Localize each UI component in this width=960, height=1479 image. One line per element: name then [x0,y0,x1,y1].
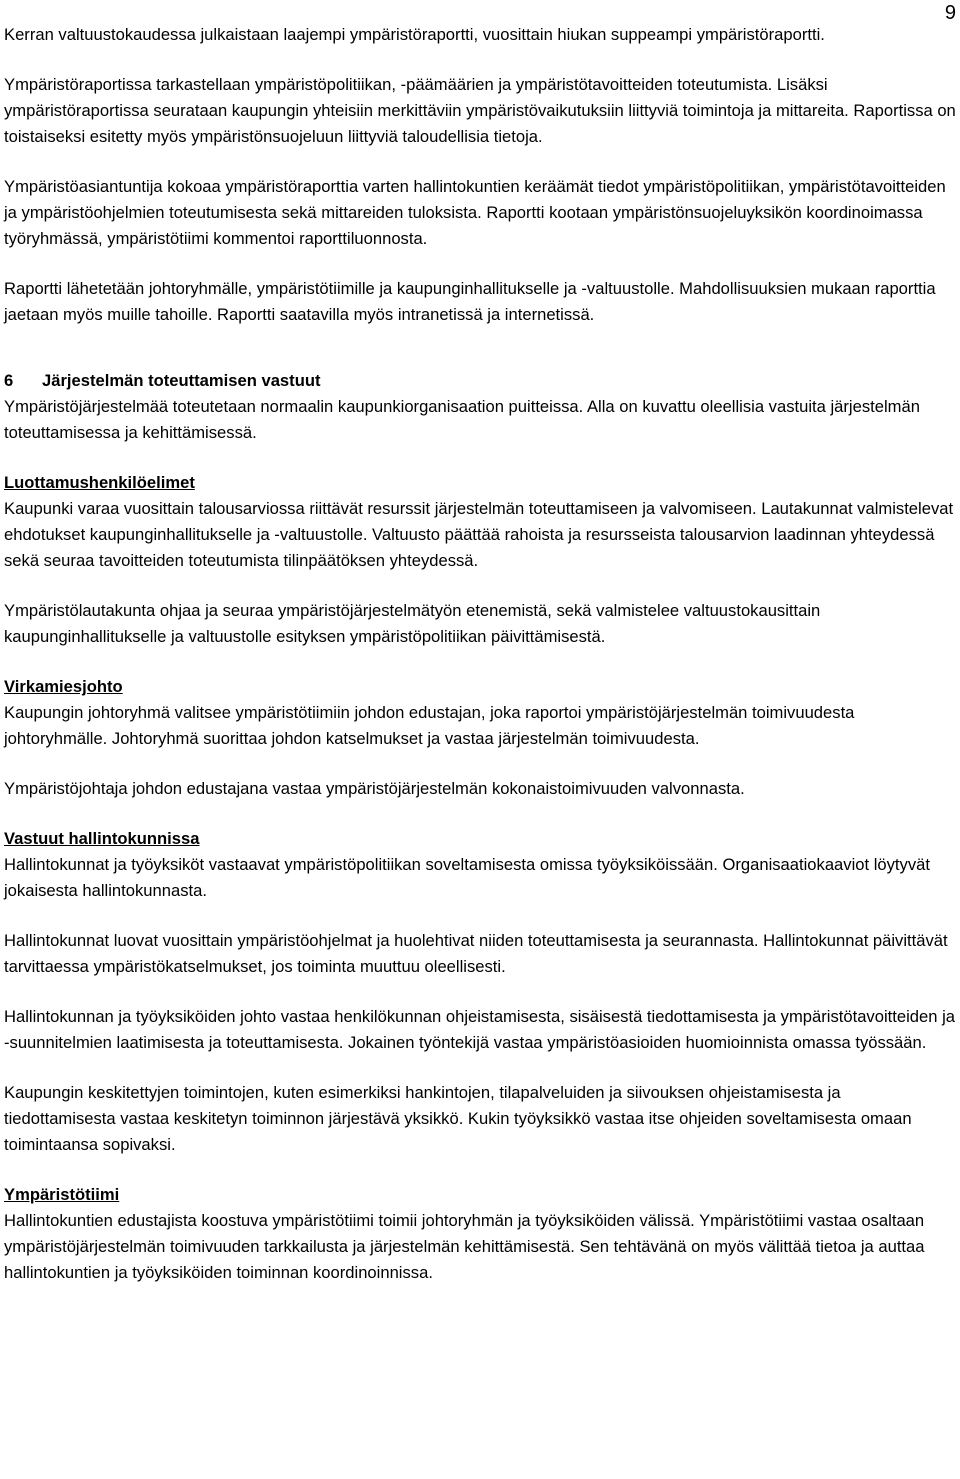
subsection-management [4,674,956,752]
subheading-trustees: Luottamushenkilöelimet [4,473,195,492]
management-paragraph-2: Ympäristöjohtaja johdon edustajana vastaa ympäristöjärjestelmän kokonaistoimivuuden valvonnasta. [4,779,745,798]
departments-paragraph-4: Kaupungin keskitettyjen toimintojen, kuten esimerkiksi hankintojen, tilapalveluiden ja siivouksen ohjeistamisesta ja tiedottamisesta vastaa keskitetyn toiminnon järjestävä yksikkö. Kukin työyksikkö vastaa itse ohjeiden soveltamisesta omaan toimintaansa sopivaksi. [4,1083,912,1154]
trustees-paragraph-1: Kaupunki varaa vuosittain talousarviossa riittävät resurssit järjestelmän toteuttamiseen ja valvomiseen. Lautakunnat valmistelevat ehdotukset kaupunginhallitukselle ja -valtuustolle. Valtuusto päättää rahoista ja resursseista talousarvion laadinnan yhteydessä sekä seuraa tavoitteiden toteutumista tilinpäätöksen yhteydessä. [4,499,954,570]
paragraph-report-distribution: Raportti lähetetään johtoryhmälle, ympäristötiimille ja kaupunginhallitukselle ja -valtuustolle. Mahdollisuuksien mukaan raporttia jaetaan myös muille tahoille. Raportti saatavilla myös intranetissä ja internetissä. [4,279,936,324]
trustees-paragraph-2: Ympäristölautakunta ohjaa ja seuraa ympäristöjärjestelmätyön etenemistä, sekä valmistelee valtuustokausittain kaupunginhallitukselle ja valtuustolle esityksen ympäristöpolitiikan päivittämisestä. [4,601,821,646]
departments-paragraph-2: Hallintokunnat luovat vuosittain ympäristöohjelmat ja huolehtivat niiden toteuttamisesta ja seurannasta. Hallintokunnat päivittävät tarvittaessa ympäristökatselmukset, jos toiminta muuttuu oleellisesti. [4,931,948,976]
subheading-management: Virkamiesjohto [4,677,123,696]
section-title: Järjestelmän toteuttamisen vastuut [42,371,321,390]
paragraph-report-frequency: Kerran valtuustokaudessa julkaistaan laajempi ympäristöraportti, vuosittain hiukan suppeampi ympäristöraportti. [4,25,825,44]
paragraph-report-compilation: Ympäristöasiantuntija kokoaa ympäristöraporttia varten hallintokuntien keräämät tiedot ympäristöpolitiikan, ympäristötavoitteiden ja ympäristöohjelmien toteutumisesta sekä mittareiden tuloksista. Raportti kootaan ympäristönsuojeluyksikön koordinoimassa työryhmässä, ympäristötiimi kommentoi raporttiluonnosta. [4,177,946,248]
subsection-departments [4,826,956,904]
section-number: 6 [4,371,14,390]
subsection-team [4,1182,956,1286]
subsection-trustees [4,470,956,574]
team-paragraph-1: Hallintokuntien edustajista koostuva ympäristötiimi toimii johtoryhmän ja työyksiköiden välissä. Ympäristötiimi vastaa osaltaan ympäristöjärjestelmän toimivuuden tarkkailusta ja järjestelmän kehittämisestä. Sen tehtävänä on myös välittää tietoa ja auttaa hallintokuntien ja työyksiköiden toiminnan koordinoinnissa. [4,1211,925,1282]
paragraph-report-contents: Ympäristöraportissa tarkastellaan ympäristöpolitiikan, -päämäärien ja ympäristötavoitteiden toteutumista. Lisäksi ympäristöraportissa seurataan kaupungin yhteisiin merkittäviin ympäristövaikutuksiin liittyviä toimintoja ja mittareita. Raportissa on toistaiseksi esitetty myös ympäristönsuojeluun liittyviä taloudellisia tietoja. [4,75,956,146]
section-heading [4,368,956,394]
subheading-team: Ympäristötiimi [4,1185,120,1204]
management-paragraph-1: Kaupungin johtoryhmä valitsee ympäristötiimiin johdon edustajan, joka raportoi ympäristöjärjestelmän toimivuudesta johtoryhmälle. Johtoryhmä suorittaa johdon katselmukset ja vastaa järjestelmän toimivuudesta. [4,703,855,748]
section-intro: Ympäristöjärjestelmää toteutetaan normaalin kaupunkiorganisaation puitteissa. Alla on kuvattu oleellisia vastuita järjestelmän toteuttamisessa ja kehittämisessä. [4,397,920,442]
subheading-departments: Vastuut hallintokunnissa [4,829,200,848]
document-body [4,22,956,1286]
page-number: 9 [944,2,956,24]
departments-paragraph-3: Hallintokunnan ja työyksiköiden johto vastaa henkilökunnan ohjeistamisesta, sisäisestä tiedottamisesta ja ympäristötavoitteiden ja -suunnitelmien laatimisesta ja toteuttamisesta. Jokainen työntekijä vastaa ympäristöasioiden huomioinnista omassa työssään. [4,1007,955,1052]
departments-paragraph-1: Hallintokunnat ja työyksiköt vastaavat ympäristöpolitiikan soveltamisesta omissa työyksiköissään. Organisaatiokaaviot löytyvät jokaisesta hallintokunnasta. [4,855,930,900]
